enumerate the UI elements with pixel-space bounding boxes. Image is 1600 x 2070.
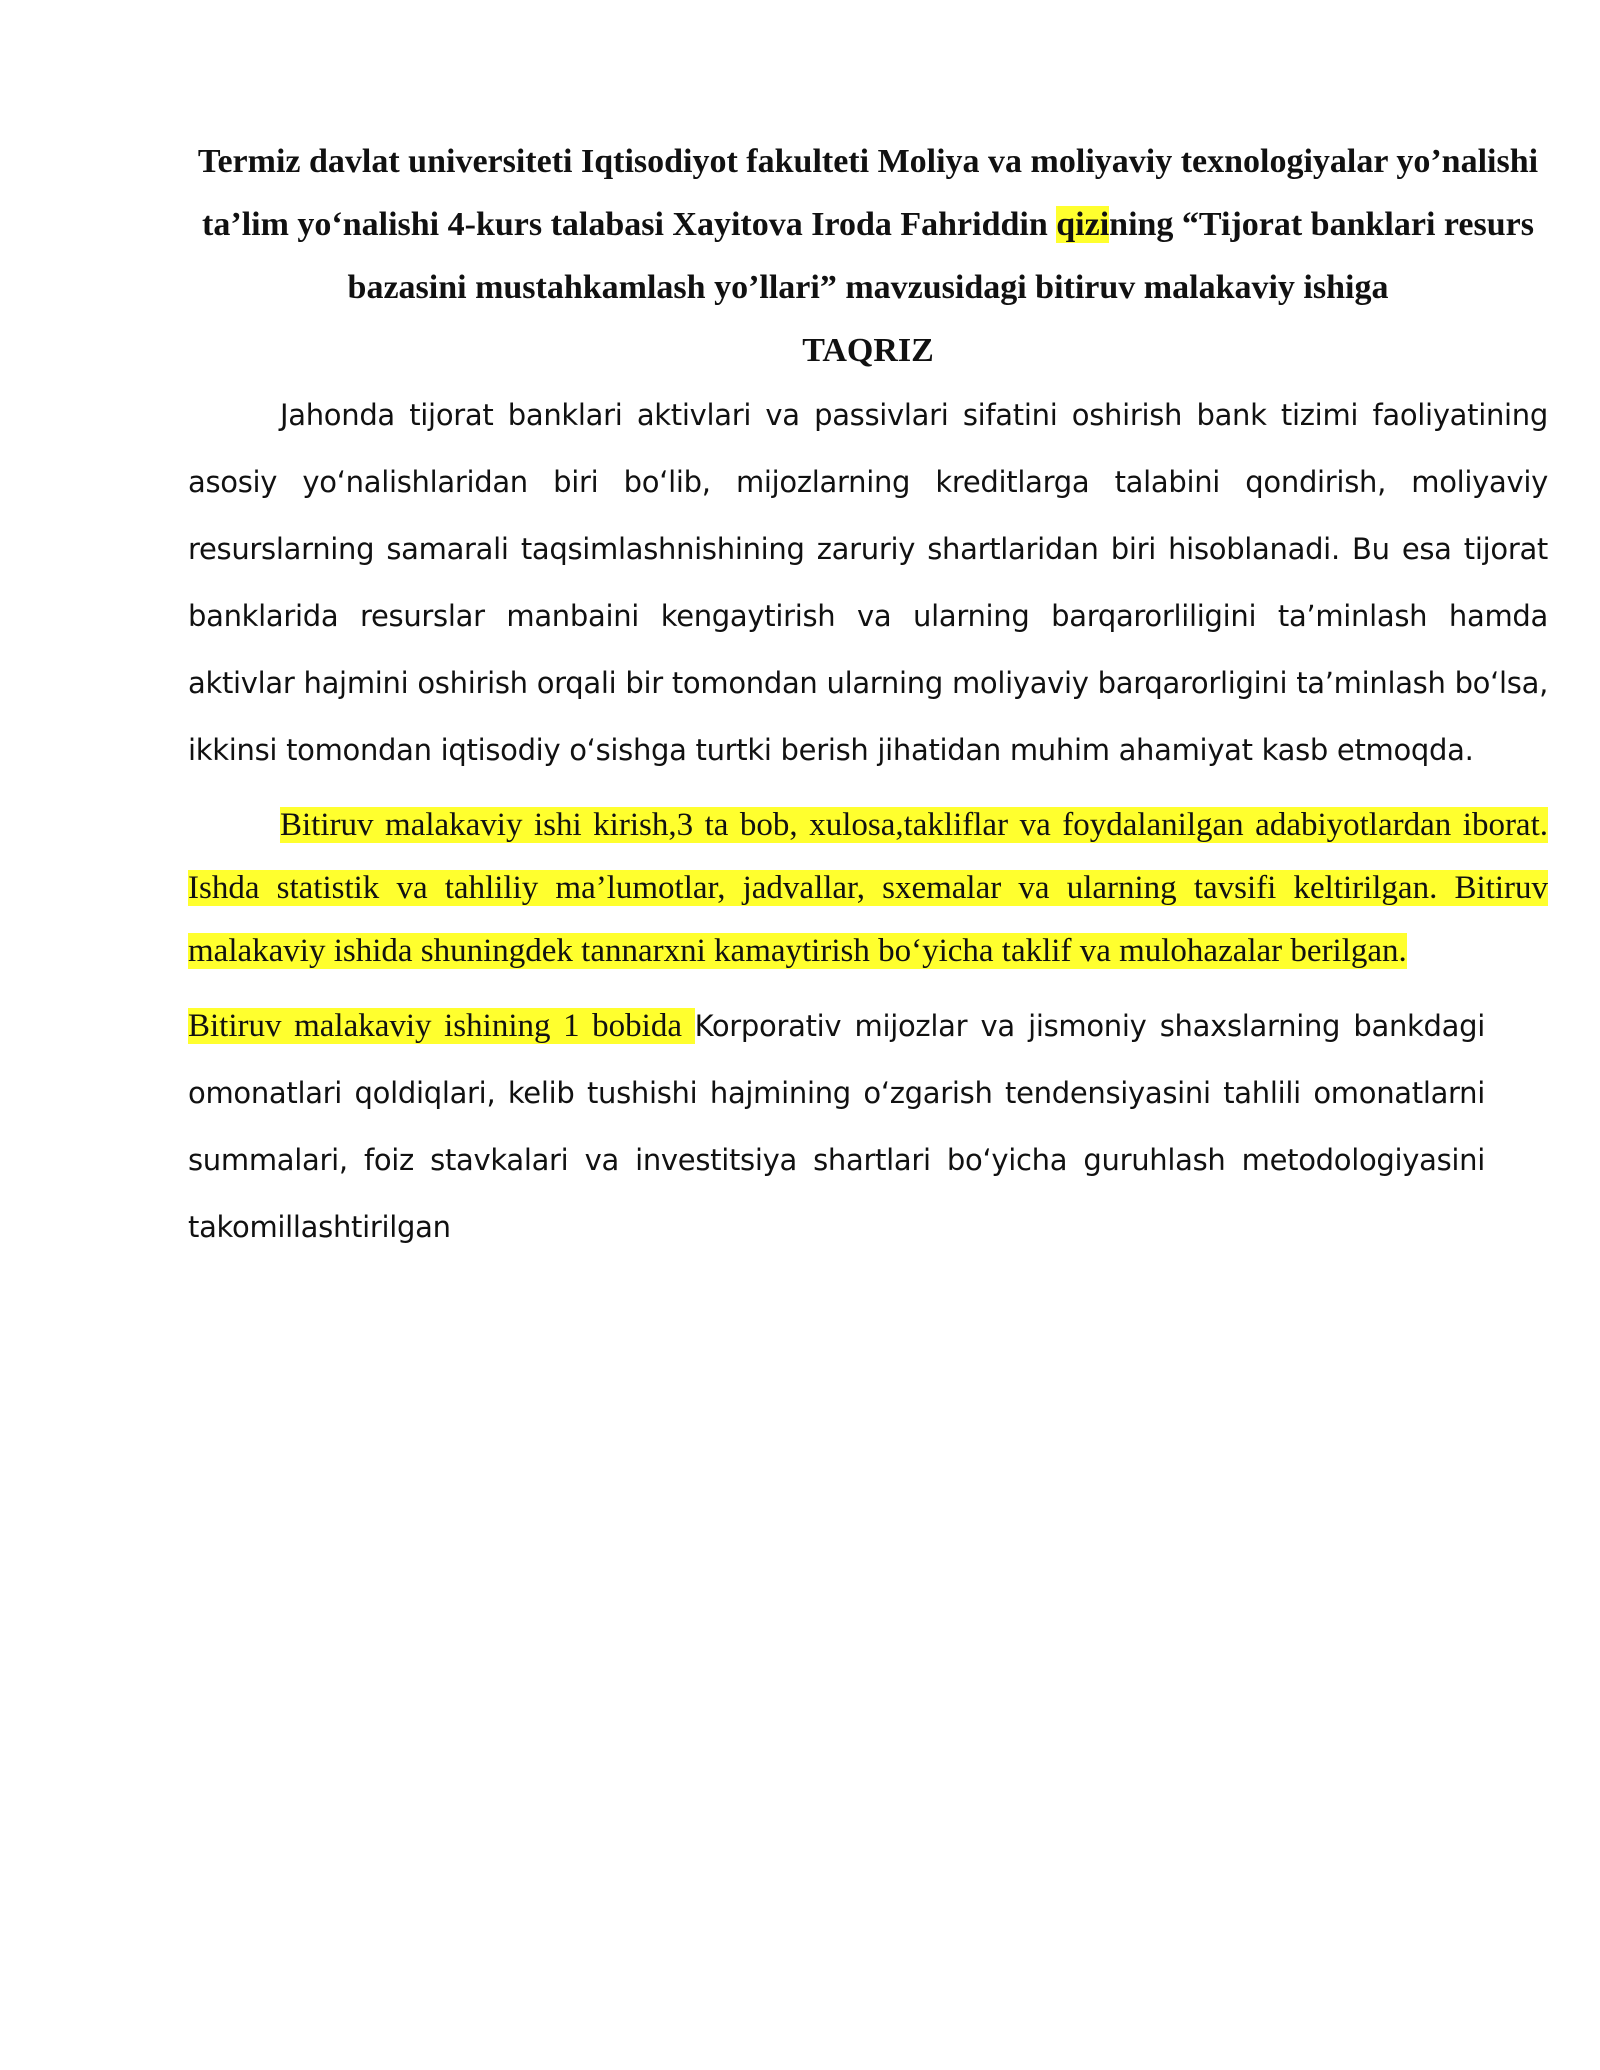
- chapter-one-description: Korporativ mijozlar va jismoniy shaxslarning bankdagi omonatlari qoldiqlari, kelib tushishi hajmining o‘zgarish tendensiyasini tahlili omonatlarni summalari, foiz stavkalari va investitsiya shartlari bo‘yicha guruhlash metodologiyasini takomillashtirilgan: [188, 1009, 1485, 1244]
- title-highlighted-word: qizi: [1056, 206, 1110, 243]
- highlighted-chapter-lead: Bitiruv malakaviy ishining 1 bobida: [188, 1008, 695, 1044]
- highlighted-structure-text: Bitiruv malakaviy ishi kirish,3 ta bob, xulosa,takliflar va foydalanilgan adabiyotlardan iborat. Ishda statistik va tahliliy ma’lumotlar, jadvallar, sxemalar va ularning tavsifi keltirilgan. Bitiruv malakaviy ishida shuningdek tannarxni kamaytirish bo‘yicha taklif va mulohazalar berilgan.: [188, 807, 1548, 969]
- title-text-start: Termiz davlat universiteti Iqtisodiyot fakulteti Moliya va moliyaviy texnologiyalar yo’nalishi ta’lim yo‘nalishi 4-kurs talabasi Xayitova Iroda Fahriddin: [197, 143, 1539, 243]
- paragraph-chapter-one: [188, 993, 1485, 1261]
- review-heading: TAQRIZ: [802, 332, 934, 369]
- title-text-end: ning “Tijorat banklari resurs bazasini mustahkamlash yo’llari” mavzusidagi bitiruv malakaviy ishiga: [347, 206, 1534, 306]
- document-content: [188, 130, 1548, 1261]
- paragraph-structure: [188, 794, 1548, 983]
- paragraph-introduction: Jahonda tijorat banklari aktivlari va passivlari sifatini oshirish bank tizimi faoliyatining asosiy yo‘nalishlaridan biri bo‘lib, mijozlarning kreditlarga talabini qondirish, moliyaviy resurslarning samarali taqsimlashnishining zaruriy shartlaridan biri hisoblanadi. Bu esa tijorat banklarida resurslar manbaini kengaytirish va ularning barqarorliligini ta’minlash hamda aktivlar hajmini oshirish orqali bir tomondan ularning moliyaviy barqarorligini ta’minlash bo‘lsa, ikkinsi tomondan iqtisodiy o‘sishga turtki berish jihatidan muhim ahamiyat kasb etmoqda.: [188, 398, 1548, 767]
- document-title: [188, 130, 1548, 319]
